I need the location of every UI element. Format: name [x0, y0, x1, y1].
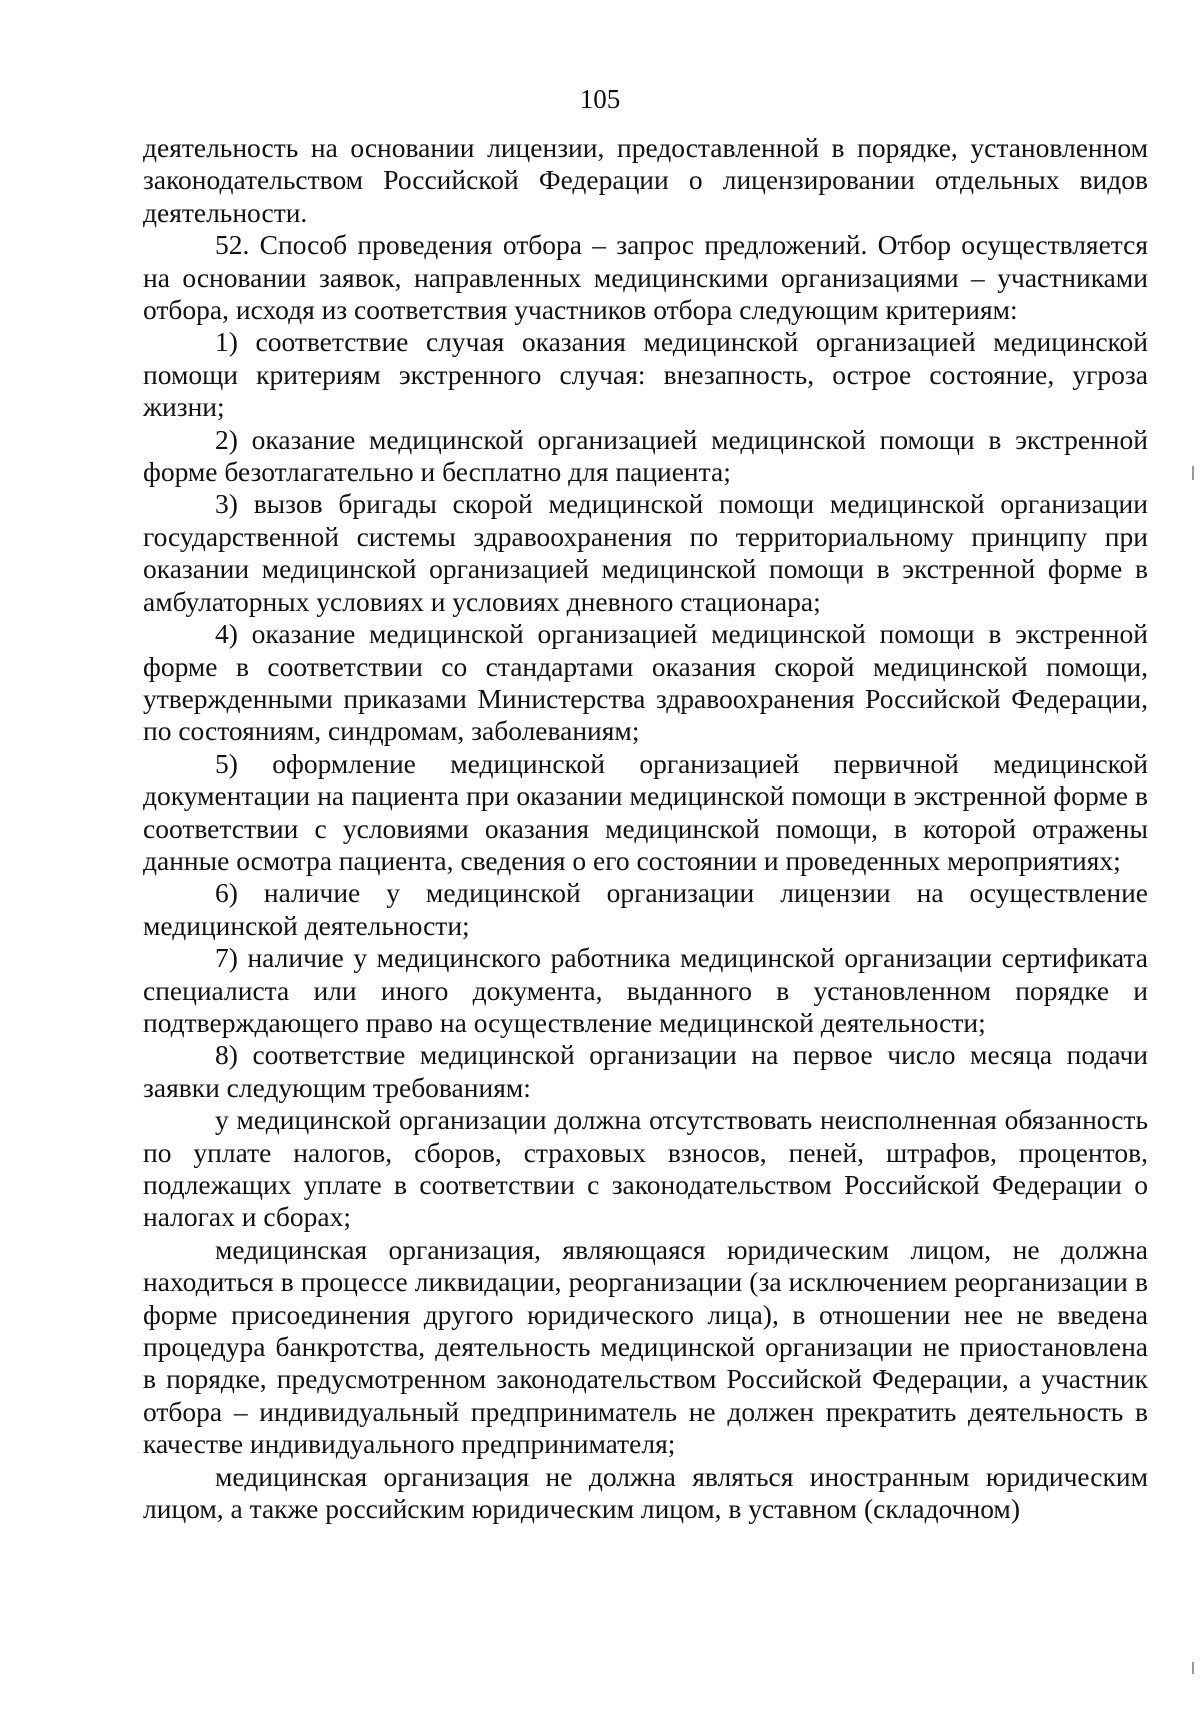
paragraph-requirement-taxes: у медицинской организации должна отсутствовать неисполненная обязанность по уплате налогов, сборов, страховых взносов, пеней, штрафов, процентов, подлежащих уплате в соответствии с законодательством Российской Федерации о налогах и сборах;	[143, 1104, 1148, 1233]
paragraph-criterion-2: 2) оказание медицинской организацией медицинской помощи в экстренной форме безотлагательно и бесплатно для пациента;	[143, 423, 1148, 488]
paragraph-criterion-6: 6) наличие у медицинской организации лицензии на осуществление медицинской деятельности;	[143, 877, 1148, 941]
paragraph-continuation: деятельность на основании лицензии, предоставленной в порядке, установленном законодательством Российской Федерации о лицензировании отдельных видов деятельности.	[143, 132, 1148, 228]
paragraph-requirement-liquidation: медицинская организация, являющаяся юридическим лицом, не должна находиться в процессе ликвидации, реорганизации (за исключением реорганизации в форме присоединения другого юридического лица), в отношении нее не введена процедура банкротства, деятельность медицинской организации не приостановлена в порядке, предусмотренном законодательством Российской Федерации, а участник отбора – индивидуальный предприниматель не должен прекратить деятельность в качестве индивидуального предпринимателя;	[143, 1233, 1148, 1460]
paragraph-criterion-8: 8) соответствие медицинской организации на первое число месяца подачи заявки следующим требованиям:	[143, 1039, 1148, 1103]
document-body	[143, 132, 1148, 1525]
paragraph-criterion-4: 4) оказание медицинской организацией медицинской помощи в экстренной форме в соответствии со стандартами оказания скорой медицинской помощи, утвержденными приказами Министерства здравоохранения Российской Федерации, по состояниям, синдромам, заболеваниям;	[143, 618, 1148, 747]
page-number: 105	[579, 84, 621, 114]
scan-edge-mark	[1192, 466, 1194, 480]
paragraph-criterion-1: 1) соответствие случая оказания медицинской организацией медицинской помощи критериям экстренного случая: внезапность, острое состояние, угроза жизни;	[143, 326, 1148, 423]
paragraph-requirement-foreign: медицинская организация не должна являться иностранным юридическим лицом, а также российским юридическим лицом, в уставном (складочном)	[143, 1460, 1148, 1525]
paragraph-criterion-7: 7) наличие у медицинского работника медицинской организации сертификата специалиста или иного документа, выданного в установленном порядке и подтверждающего право на осуществление медицинской деятельности;	[143, 942, 1148, 1038]
paragraph-item-52: 52. Способ проведения отбора – запрос предложений. Отбор осуществляется на основании заявок, направленных медицинскими организациями – участниками отбора, исходя из соответствия участников отбора следующим критериям:	[143, 229, 1148, 326]
scan-edge-mark	[1192, 1662, 1194, 1674]
paragraph-criterion-3: 3) вызов бригады скорой медицинской помощи медицинской организации государственной системы здравоохранения по территориальному принципу при оказании медицинской организацией медицинской помощи в экстренной форме в амбулаторных условиях и условиях дневного стационара;	[143, 488, 1148, 617]
paragraph-criterion-5: 5) оформление медицинской организацией первичной медицинской документации на пациента при оказании медицинской помощи в экстренной форме в соответствии с условиями оказания медицинской помощи, в которой отражены данные осмотра пациента, сведения о его состоянии и проведенных мероприятиях;	[143, 747, 1148, 876]
